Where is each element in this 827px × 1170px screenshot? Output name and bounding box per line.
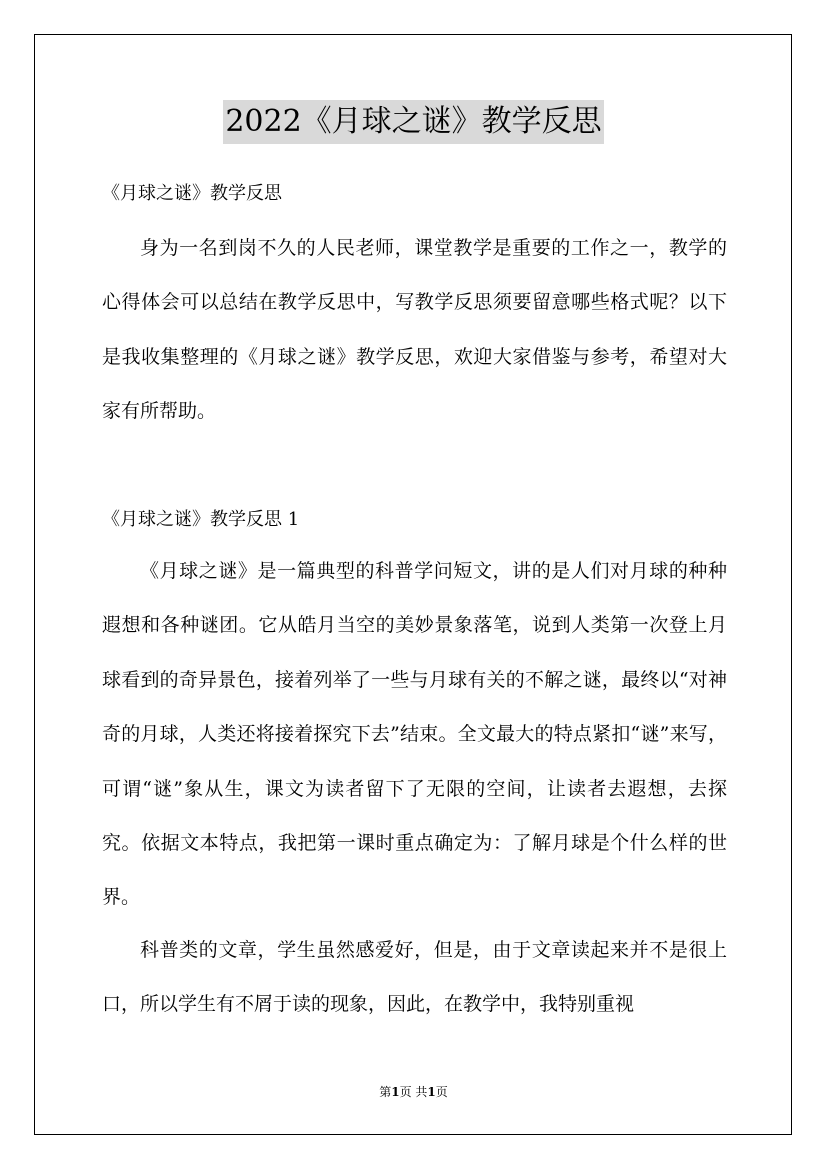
document-title: 2022《月球之谜》教学反思 <box>223 100 603 144</box>
body-paragraph-2: 科普类的文章，学生虽然感爱好，但是，由于文章读起来并不是很上口，所以学生有不屑于读的现象，因此，在教学中，我特别重视 <box>102 939 727 1016</box>
footer-middle: 页 共 <box>399 1085 428 1099</box>
footer-prefix: 第 <box>379 1085 392 1099</box>
footer-suffix: 页 <box>435 1085 448 1099</box>
page-footer <box>0 1083 827 1101</box>
title-container <box>0 100 827 144</box>
footer-total-pages: 1 <box>427 1085 436 1099</box>
footer-page-number: 1 <box>391 1085 400 1099</box>
section-heading-1: 《月球之谜》教学反思 1 <box>102 509 300 530</box>
section-heading-intro: 《月球之谜》教学反思 <box>102 183 282 204</box>
body-paragraph-1: 《月球之谜》是一篇典型的科普学问短文，讲的是人们对月球的种种遐想和各种谜团。它从皓月当空的美妙景象落笔，说到人类第一次登上月球看到的奇异景色，接着列举了一些与月球有关的不解之谜，最终以“对神奇的月球，人类还将接着探究下去”结束。全文最大的特点紧扣“谜”来写，可谓“谜”象从生，课文为读者留下了无限的空间，让读者去遐想，去探究。依据文本特点，我把第一课时重点确定为：了解月球是个什么样的世界。 <box>102 560 727 909</box>
intro-paragraph: 身为一名到岗不久的人民老师，课堂教学是重要的工作之一，教学的心得体会可以总结在教学反思中，写教学反思须要留意哪些格式呢？以下是我收集整理的《月球之谜》教学反思，欢迎大家借鉴与参考，希望对大家有所帮助。 <box>102 237 727 423</box>
